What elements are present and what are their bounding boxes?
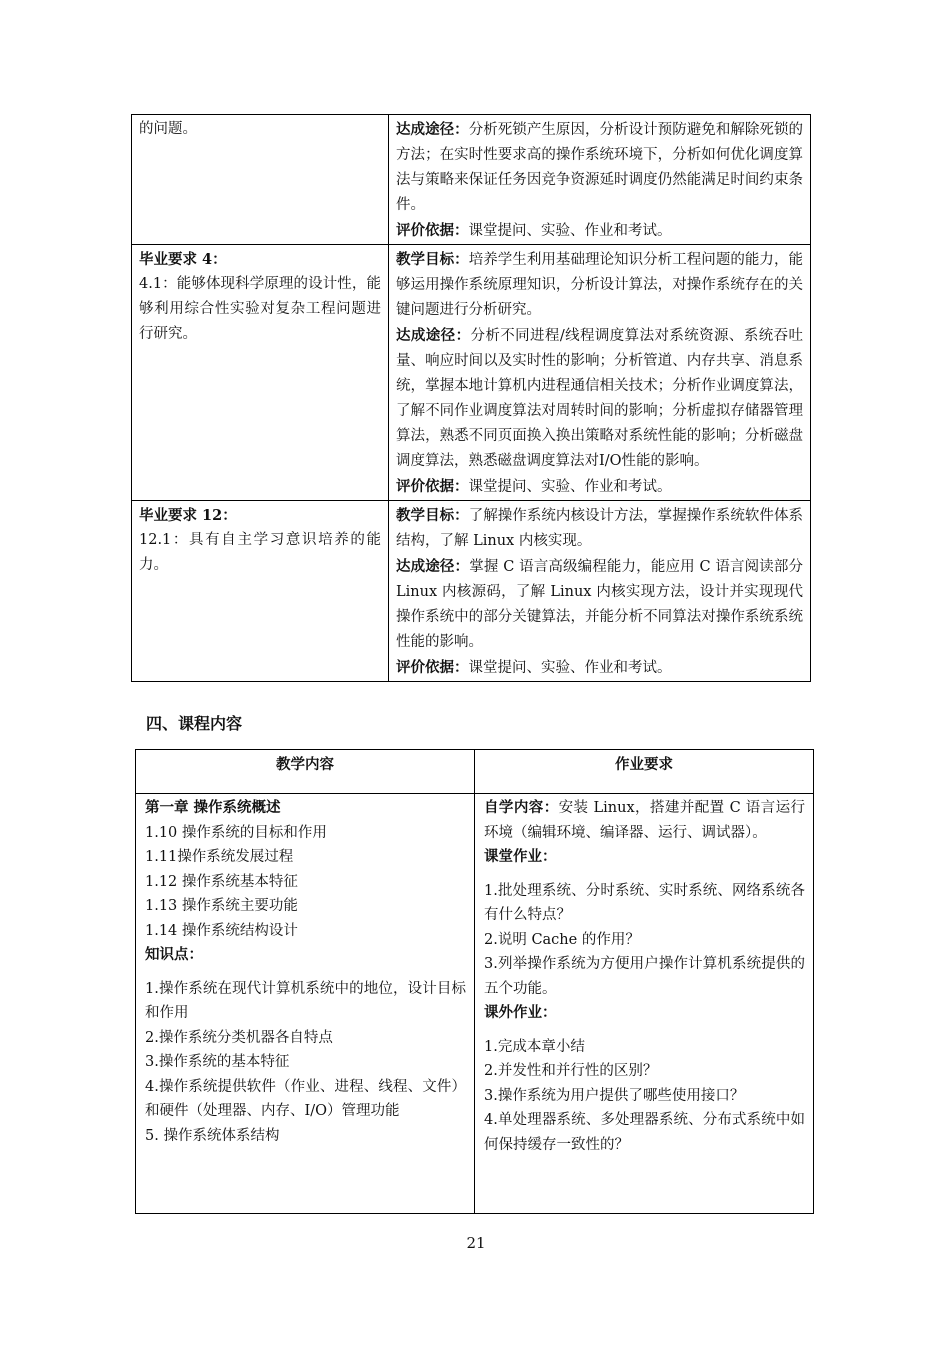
table-row — [132, 501, 811, 682]
objective-text: 培养学生利用基础理论知识分析工程问题的能力，能够运用操作系统原理知识，分析设计算法，对操作系统存在的关键问题进行分析研究。 — [396, 252, 804, 318]
list-item: 2.操作系统分类机器各自特点 — [145, 1029, 333, 1046]
objective-label: 教学目标： — [396, 507, 469, 524]
chapter-title: 第一章 操作系统概述 — [145, 799, 281, 816]
objective-text: 课堂提问、实验、作业和考试。 — [468, 660, 672, 676]
objective-label: 评价依据： — [396, 478, 469, 495]
extra-homework-label: 课外作业： — [484, 1004, 557, 1021]
requirement-text: 的问题。 — [139, 121, 197, 137]
objective-paragraph — [396, 554, 803, 655]
objective-text: 分析不同进程/线程调度算法对系统资源、系统吞吐量、响应时间以及实时性的影响；分析管道、内存共享、消息系统，掌握本地计算机内进程通信相关技术；分析作业调度算法，了解不同作业调度算法对周转时间的影响；分析虚拟存储器管理算法，熟悉不同页面换入换出策略对系统性能的影响；分析磁盘调度算法，熟悉磁盘调度算法对I/O性能的影响。 — [396, 328, 803, 469]
table-header-row — [136, 750, 814, 794]
list-item: 3.列举操作系统为方便用户操作计算机系统提供的五个功能。 — [484, 956, 805, 997]
list-item: 3.操作系统为用户提供了哪些使用接口？ — [484, 1087, 745, 1104]
objective-paragraph — [396, 323, 803, 474]
list-item: 1.10 操作系统的目标和作用 — [145, 824, 327, 841]
objective-label: 教学目标： — [396, 251, 469, 268]
self-study-text: 安装 Linux，搭建并配置 C 语言运行环境（编辑环境、编译器、运行、调试器）。 — [484, 800, 806, 841]
knowledge-points-label: 知识点： — [145, 946, 203, 963]
objective-label: 达成途径： — [396, 558, 470, 575]
list-item: 1.操作系统在现代计算机系统中的地位，设计目标和作用 — [145, 980, 466, 1021]
course-content-table — [135, 749, 814, 1214]
list-item: 2.说明 Cache 的作用？ — [484, 931, 640, 948]
column-header-homework: 作业要求 — [475, 750, 814, 794]
objective-paragraph — [396, 503, 803, 554]
objective-paragraph — [396, 218, 803, 244]
column-header-content: 教学内容 — [136, 750, 475, 794]
list-item: 3.操作系统的基本特征 — [145, 1054, 290, 1070]
self-study-label: 自学内容： — [484, 799, 559, 816]
list-item: 1.14 操作系统结构设计 — [145, 922, 298, 939]
objective-paragraph — [396, 247, 803, 323]
list-item: 1.11操作系统发展过程 — [145, 849, 294, 865]
objective-text: 了解操作系统内核设计方法，掌握操作系统软件体系结构，了解 Linux 内核实现。 — [396, 508, 804, 549]
list-item: 4.单处理器系统、多处理器系统、分布式系统中如何保持缓存一致性的？ — [484, 1112, 805, 1153]
list-item: 5. 操作系统体系结构 — [145, 1127, 280, 1144]
objective-cell — [389, 115, 811, 245]
requirement-cell — [132, 245, 389, 501]
content-cell — [136, 794, 475, 1214]
objective-cell — [389, 245, 811, 501]
objective-text: 分析死锁产生原因，分析设计预防避免和解除死锁的方法；在实时性要求高的操作系统环境下，分析如何优化调度算法与策略来保证任务因竞争资源延时调度仍然能满足时间约束条件。 — [396, 122, 804, 213]
objectives-table — [131, 114, 811, 682]
table-row — [132, 245, 811, 501]
requirement-cell — [132, 501, 389, 682]
objective-cell — [389, 501, 811, 682]
list-item: 2.并发性和并行性的区别？ — [484, 1063, 658, 1079]
objective-paragraph — [396, 117, 803, 218]
homework-cell — [475, 794, 814, 1214]
objective-label: 评价依据： — [396, 222, 469, 239]
list-item: 1.批处理系统、分时系统、实时系统、网络系统各有什么特点？ — [484, 882, 805, 923]
list-item: 1.完成本章小结 — [484, 1038, 585, 1055]
requirement-cell — [132, 115, 389, 245]
objective-paragraph — [396, 474, 803, 500]
class-homework-label: 课堂作业： — [484, 848, 557, 865]
page-number: 21 — [466, 1234, 486, 1252]
requirement-title: 毕业要求 12： — [139, 507, 237, 524]
list-item: 1.13 操作系统主要功能 — [145, 898, 298, 914]
objective-text: 课堂提问、实验、作业和考试。 — [468, 223, 672, 239]
self-study-paragraph — [484, 796, 805, 845]
objective-text: 课堂提问、实验、作业和考试。 — [468, 479, 672, 495]
objective-label: 达成途径： — [396, 327, 471, 344]
table-row — [132, 115, 811, 245]
requirement-text: 12.1：具有自主学习意识培养的能力。 — [139, 532, 381, 573]
requirement-text: 4.1：能够体现科学原理的设计性，能够利用综合性实验对复杂工程问题进行研究。 — [139, 276, 381, 342]
requirement-title: 毕业要求 4： — [139, 251, 227, 268]
objective-paragraph — [396, 655, 803, 681]
objective-text: 掌握 C 语言高级编程能力，能应用 C 语言阅读部分 Linux 内核源码，了解 Linux 内核实现方法，设计并实现现代操作系统中的部分关键算法，并能分析不同算法对操作系统系统性能的影响。 — [396, 559, 804, 650]
table-row — [136, 794, 814, 1214]
list-item: 4.操作系统提供软件（作业、进程、线程、文件）和硬件（处理器、内存、I/O）管理功能 — [145, 1078, 466, 1119]
objective-label: 达成途径： — [396, 121, 469, 138]
objective-label: 评价依据： — [396, 659, 469, 676]
list-item: 1.12 操作系统基本特征 — [145, 873, 298, 890]
section-title: 四、课程内容 — [146, 714, 243, 733]
